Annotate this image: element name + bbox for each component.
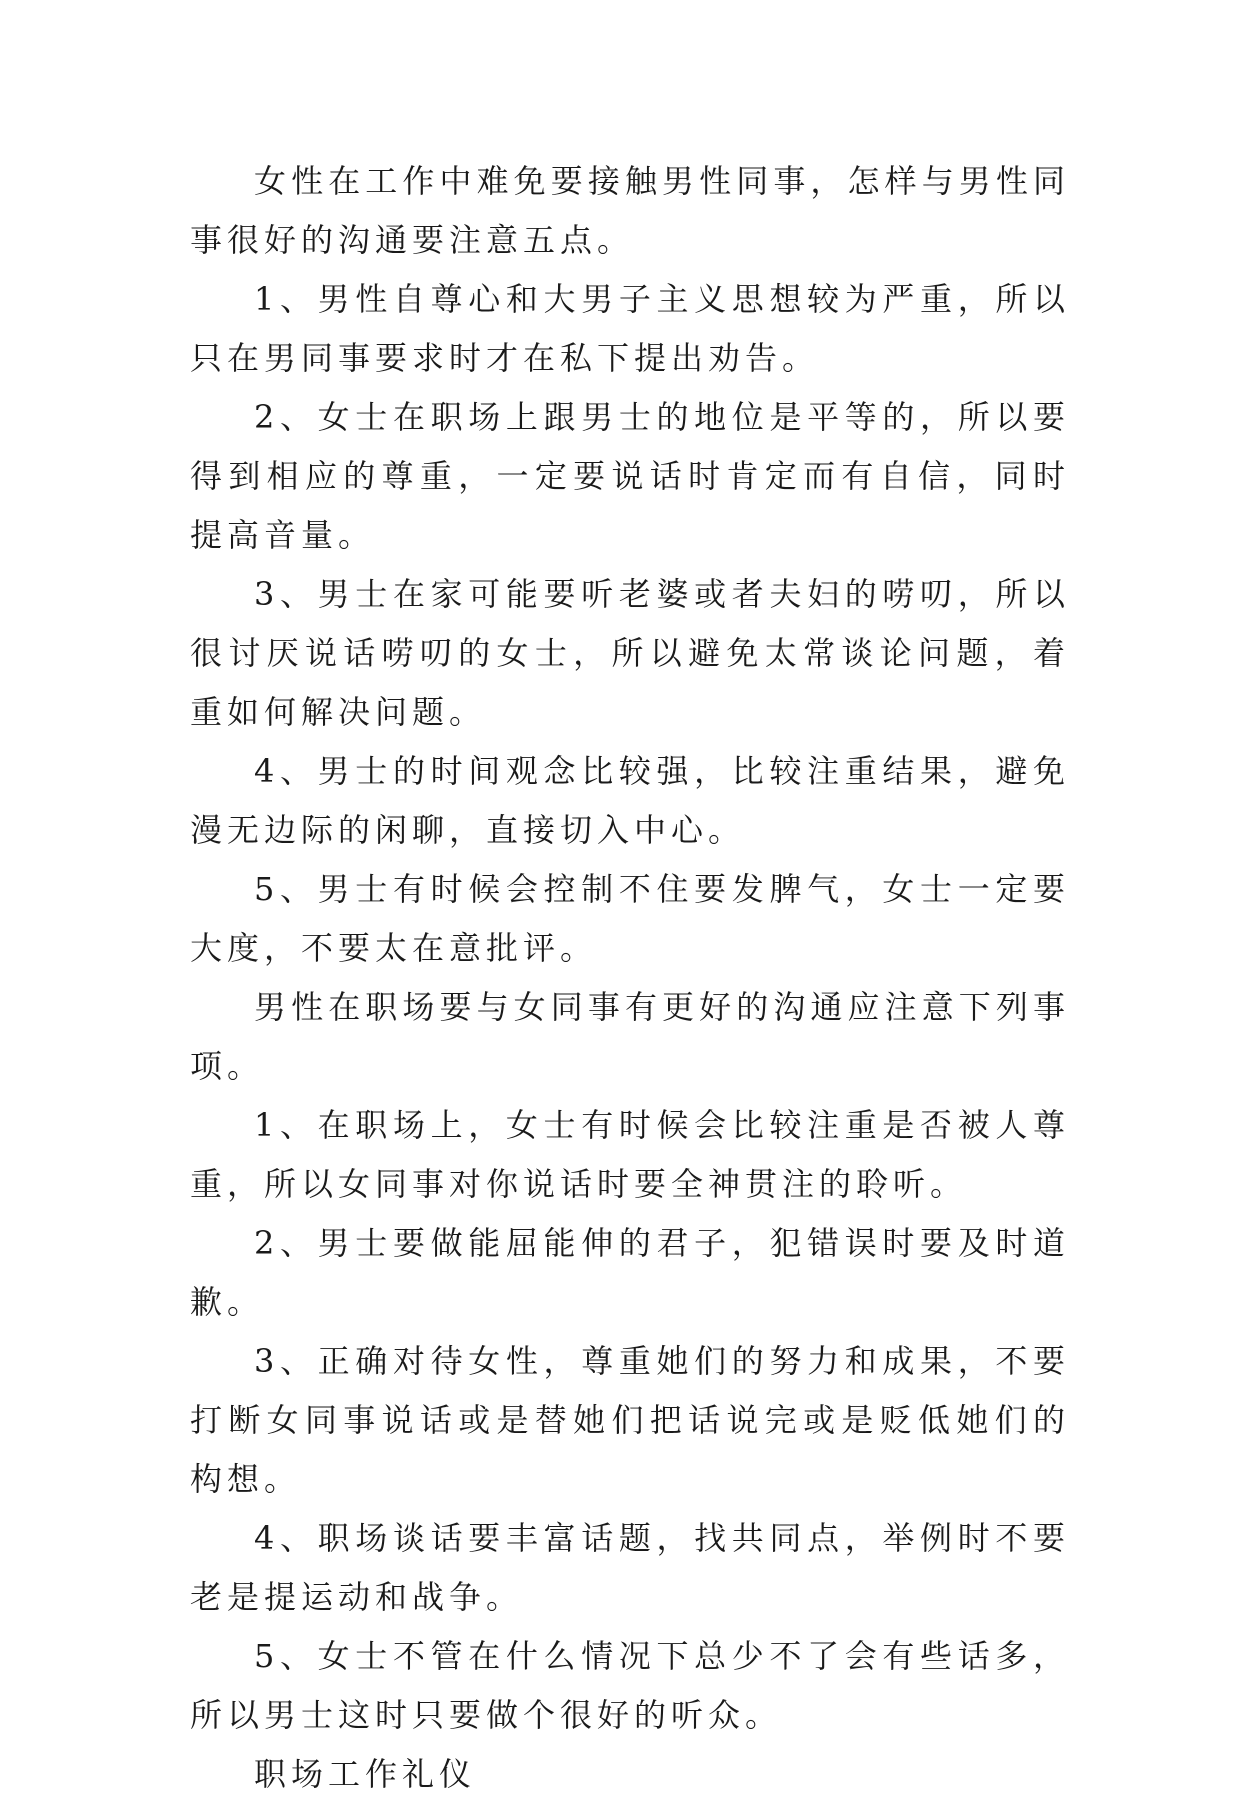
paragraph-intro-women: 女性在工作中难免要接触男性同事，怎样与男性同事很好的沟通要注意五点。 [190, 162, 1070, 259]
paragraph-women-tip-2: 2、女士在职场上跟男士的地位是平等的，所以要得到相应的尊重，一定要说话时肯定而有自信，同时提高音量。 [190, 398, 1070, 554]
paragraph-men-tip-3: 3、正确对待女性，尊重她们的努力和成果，不要打断女同事说话或是替她们把话说完或是贬低她们的构想。 [190, 1342, 1070, 1498]
document-body [190, 152, 1070, 1804]
paragraph-women-tip-1: 1、男性自尊心和大男子主义思想较为严重，所以只在男同事要求时才在私下提出劝告。 [190, 280, 1070, 377]
paragraph-intro-men: 男性在职场要与女同事有更好的沟通应注意下列事项。 [190, 988, 1070, 1085]
paragraph-men-tip-1: 1、在职场上，女士有时候会比较注重是否被人尊重，所以女同事对你说话时要全神贯注的聆听。 [190, 1106, 1070, 1203]
paragraph-women-tip-4: 4、男士的时间观念比较强，比较注重结果，避免漫无边际的闲聊，直接切入中心。 [190, 752, 1070, 849]
paragraph-men-tip-2: 2、男士要做能屈能伸的君子，犯错误时要及时道歉。 [190, 1224, 1070, 1321]
paragraph-women-tip-3: 3、男士在家可能要听老婆或者夫妇的唠叨，所以很讨厌说话唠叨的女士，所以避免太常谈论问题，着重如何解决问题。 [190, 575, 1070, 731]
section-heading: 职场工作礼仪 [254, 1755, 477, 1793]
paragraph-men-tip-4: 4、职场谈话要丰富话题，找共同点，举例时不要老是提运动和战争。 [190, 1519, 1070, 1616]
paragraph-men-tip-5: 5、女士不管在什么情况下总少不了会有些话多，所以男士这时只要做个很好的听众。 [190, 1637, 1070, 1734]
paragraph-women-tip-5: 5、男士有时候会控制不住要发脾气，女士一定要大度，不要太在意批评。 [190, 870, 1070, 967]
